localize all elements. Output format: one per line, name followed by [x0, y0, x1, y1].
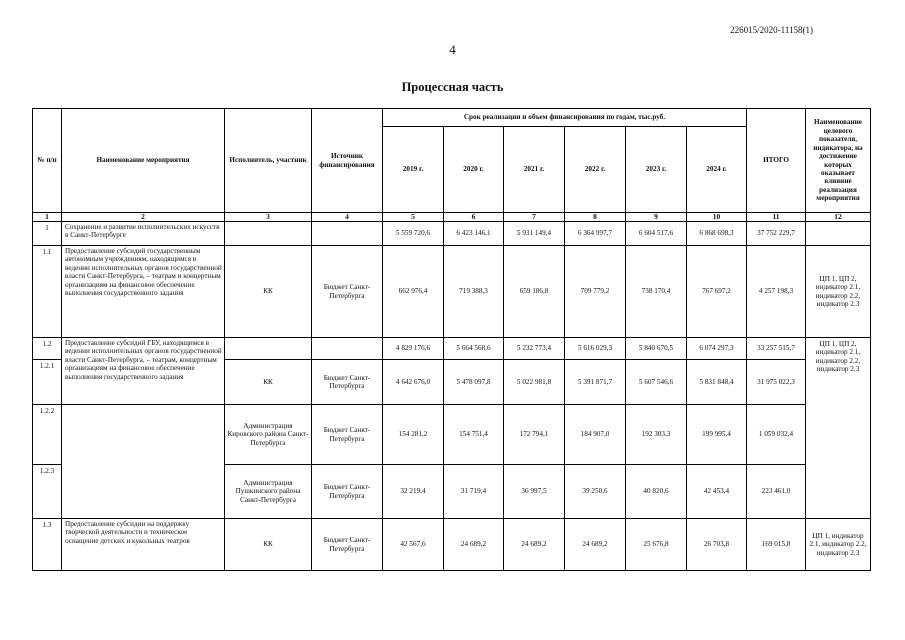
total-cell: 1 059 032,4 — [746, 404, 806, 465]
column-number: 9 — [625, 212, 687, 222]
total-cell: 33 257 515,7 — [746, 337, 806, 360]
column-number: 1 — [32, 212, 62, 222]
value-cell: 738 170,4 — [625, 245, 687, 338]
header-executor: Исполнитель, участник — [224, 108, 312, 213]
total-cell: 31 975 022,3 — [746, 359, 806, 405]
value-cell: 5 478 097,8 — [443, 359, 504, 405]
value-cell: 31 719,4 — [443, 464, 504, 519]
header-no: № п/п — [32, 108, 62, 213]
source-cell: Бюджет Санкт-Петербурга — [311, 359, 383, 405]
activity-name: Предоставление субсидий ГБУ, находящимся в ведении исполнительных органов государственной власти Санкт-Петербурга, – театрам, концертным организациям на финансовое обеспечение выполнения государственного задания — [61, 337, 225, 405]
total-cell: 223 461,0 — [746, 464, 806, 519]
value-cell: 5 391 871,7 — [564, 359, 626, 405]
header-year: 2022 г. — [564, 126, 626, 213]
column-number: 10 — [686, 212, 747, 222]
source-cell: Бюджет Санкт-Петербурга — [311, 518, 383, 571]
header-year: 2024 г. — [686, 126, 747, 213]
source-cell — [311, 337, 383, 360]
indicator-cell: ЦП 1, ЦП 2, индикатор 2.1, индикатор 2.2, индикатор 2.3 — [805, 337, 871, 519]
total-cell: 169 015,8 — [746, 518, 806, 571]
value-cell: 42 567,6 — [382, 518, 444, 571]
value-cell: 6 423 146,1 — [443, 221, 504, 246]
header-year: 2021 г. — [503, 126, 565, 213]
total-cell: 37 752 229,7 — [746, 221, 806, 246]
value-cell: 199 995,4 — [686, 404, 747, 465]
value-cell: 39 250,6 — [564, 464, 626, 519]
row-number: 1.3 — [32, 518, 62, 571]
page-number: 4 — [449, 42, 456, 57]
row-number: 1.1 — [32, 245, 62, 338]
executor-cell: Администрация Кировского района Санкт-Петербурга — [224, 404, 312, 465]
activity-name — [61, 404, 225, 519]
value-cell: 184 907,0 — [564, 404, 626, 465]
value-cell: 26 703,8 — [686, 518, 747, 571]
value-cell: 6 074 297,3 — [686, 337, 747, 360]
source-cell: Бюджет Санкт-Петербурга — [311, 464, 383, 519]
value-cell: 767 697,2 — [686, 245, 747, 338]
value-cell: 24 689,2 — [503, 518, 565, 571]
header-period: Срок реализации и объем финансирования по годам, тыс.руб. — [382, 108, 747, 127]
indicator-cell — [805, 221, 871, 246]
column-number: 12 — [805, 212, 871, 222]
activity-name: Сохранение и развитие исполнительских искусств в Санкт-Петербурге — [61, 221, 225, 246]
value-cell: 24 689,2 — [443, 518, 504, 571]
value-cell: 6 364 997,7 — [564, 221, 626, 246]
indicator-cell: ЦП 1, индикатор 2.1, индикатор 2.2, индикатор 2.3 — [805, 518, 871, 571]
value-cell: 5 931 149,4 — [503, 221, 565, 246]
value-cell: 4 829 176,6 — [382, 337, 444, 360]
value-cell: 154 751,4 — [443, 404, 504, 465]
header-name: Наименование мероприятия — [61, 108, 225, 213]
executor-cell: КК — [224, 245, 312, 338]
column-number: 2 — [61, 212, 225, 222]
executor-cell: КК — [224, 518, 312, 571]
value-cell: 25 676,8 — [625, 518, 687, 571]
value-cell: 5 831 848,4 — [686, 359, 747, 405]
value-cell: 6 868 698,3 — [686, 221, 747, 246]
indicator-cell: ЦП 1, ЦП 2, индикатор 2.1, индикатор 2.2, индикатор 2.3 — [805, 245, 871, 338]
row-number: 1 — [32, 221, 62, 246]
source-cell: Бюджет Санкт-Петербурга — [311, 245, 383, 338]
source-cell — [311, 221, 383, 246]
total-cell: 4 257 198,3 — [746, 245, 806, 338]
header-indicator: Наименование целевого показателя, индикатора, на достижение которых оказывает влияние реализация мероприятия — [805, 108, 871, 213]
value-cell: 709 779,2 — [564, 245, 626, 338]
value-cell: 4 642 676,0 — [382, 359, 444, 405]
value-cell: 5 607 546,6 — [625, 359, 687, 405]
value-cell: 154 281,2 — [382, 404, 444, 465]
value-cell: 172 794,1 — [503, 404, 565, 465]
column-number: 7 — [503, 212, 565, 222]
value-cell: 192 303,3 — [625, 404, 687, 465]
column-number: 6 — [443, 212, 504, 222]
value-cell: 5 022 981,8 — [503, 359, 565, 405]
column-number: 3 — [224, 212, 312, 222]
value-cell: 36 997,5 — [503, 464, 565, 519]
value-cell: 42 453,4 — [686, 464, 747, 519]
value-cell: 719 388,3 — [443, 245, 504, 338]
value-cell: 5 232 773,4 — [503, 337, 565, 360]
value-cell: 659 186,8 — [503, 245, 565, 338]
column-number: 4 — [311, 212, 383, 222]
header-year: 2023 г. — [625, 126, 687, 213]
value-cell: 5 840 670,5 — [625, 337, 687, 360]
executor-cell: Администрация Пушкинского района Санкт-Петербурга — [224, 464, 312, 519]
activity-name: Предоставление субсидии на поддержку творческой деятельности и техническое оснащение детских и кукольных театров — [61, 518, 225, 571]
activity-name: Предоставление субсидий государственным автономным учреждениям, находящимся в ведении исполнительных органов государственной власти Санкт-Петербурга, – театрам и концертным организациям на финансовое обеспечение выполнения государственного задания — [61, 245, 225, 338]
value-cell: 24 689,2 — [564, 518, 626, 571]
row-number: 1.2.3 — [32, 464, 62, 519]
row-number: 1.2.1 — [32, 359, 62, 405]
column-number: 5 — [382, 212, 444, 222]
document-number: 226015/2020-11158(1) — [730, 25, 813, 35]
column-number: 11 — [746, 212, 806, 222]
executor-cell: КК — [224, 359, 312, 405]
header-year: 2020 г. — [443, 126, 504, 213]
source-cell: Бюджет Санкт-Петербурга — [311, 404, 383, 465]
executor-cell — [224, 337, 312, 360]
value-cell: 5 559 720,6 — [382, 221, 444, 246]
row-number: 1.2 — [32, 337, 62, 360]
value-cell: 5 616 029,3 — [564, 337, 626, 360]
executor-cell — [224, 221, 312, 246]
header-source: Источник финансирования — [311, 108, 383, 213]
row-number: 1.2.2 — [32, 404, 62, 465]
page-title: Процессная часть — [401, 80, 504, 94]
column-number: 8 — [564, 212, 626, 222]
header-total: ИТОГО — [746, 108, 806, 213]
value-cell: 32 219,4 — [382, 464, 444, 519]
header-year: 2019 г. — [382, 126, 444, 213]
value-cell: 6 604 517,6 — [625, 221, 687, 246]
value-cell: 5 664 568,6 — [443, 337, 504, 360]
value-cell: 662 976,4 — [382, 245, 444, 338]
value-cell: 40 820,6 — [625, 464, 687, 519]
